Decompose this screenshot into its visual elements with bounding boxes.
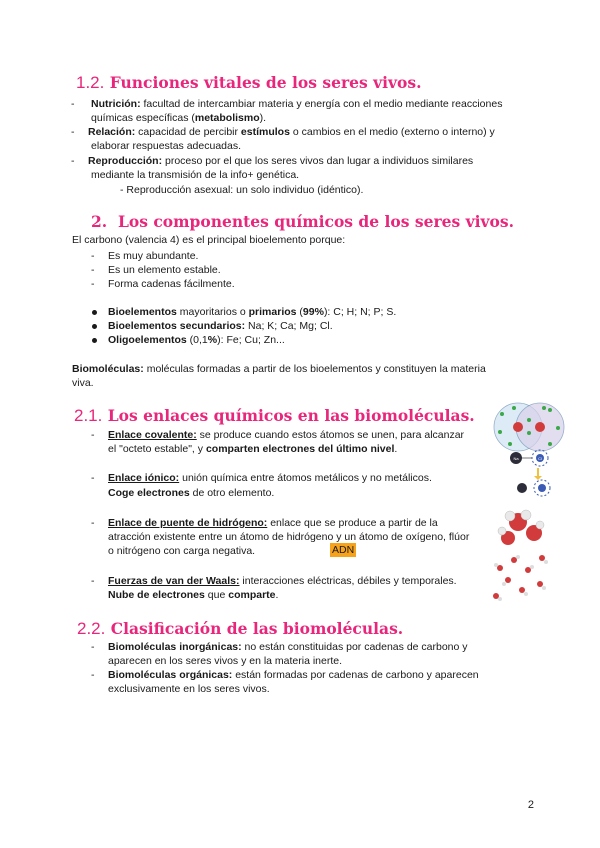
enlace-covalente-line2: el "octeto estable", y comparten electrones del último nivel.	[108, 443, 398, 455]
reproduccion-line1: Reproducción: proceso por el que los seres vivos dan lugar a individuos similares	[88, 155, 474, 167]
reason-item: Forma cadenas fácilmente.	[108, 278, 235, 290]
enlace-hidrogeno-line2: atracción existente entre un átomo de hidrógeno y un átomo de oxígeno, flúor	[108, 531, 470, 543]
enlace-ionico-line1: Enlace iónico: unión química entre átomos metálicos y no metálicos.	[108, 472, 432, 484]
chemical-bonds-illustration	[488, 400, 568, 605]
reproduccion-asexual: - Reproducción asexual: un solo individuo (idéntico).	[120, 184, 364, 196]
enlace-hidrogeno-line3: o nitrógeno con carga negativa.	[108, 545, 256, 557]
van-der-waals-line1: Fuerzas de van der Waals: interacciones eléctricas, débiles y temporales.	[108, 575, 457, 587]
van-der-waals-molecules-icon	[493, 555, 548, 601]
nutricion-line1: Nutrición: facultad de intercambiar materia y energía con el medio mediante reacciones	[91, 98, 503, 110]
page-number: 2	[527, 799, 534, 811]
biomoleculas-organicas-line2: exclusivamente en los seres vivos.	[108, 683, 270, 695]
carbono-intro: El carbono (valencia 4) es el principal bioelemento porque:	[72, 234, 346, 246]
ionic-bond-icon	[510, 450, 550, 496]
bullet-icon	[92, 338, 97, 343]
covalent-bond-icon	[494, 403, 564, 451]
relacion-line2: elaborar respuestas adecuadas.	[91, 140, 242, 152]
reason-item: Es muy abundante.	[108, 250, 199, 262]
nutricion-line2: químicas específicas (metabolismo).	[91, 112, 267, 124]
reproduccion-line2: mediante la transmisión de la info+ genética.	[91, 169, 300, 181]
bioelementos-primarios: Bioelementos mayoritarios o primarios (99%): C; H; N; P; S.	[108, 306, 397, 318]
enlace-covalente-line1: Enlace covalente: se produce cuando estos átomos se unen, para alcanzar	[108, 429, 465, 441]
heading-2: 2. Los componentes químicos de los seres vivos.	[91, 212, 514, 231]
oligoelementos: Oligoelementos (0,1%): Fe; Cu; Zn...	[108, 334, 285, 346]
bioelementos-secundarios: Bioelementos secundarios: Na; K; Ca; Mg; Cl.	[108, 320, 333, 332]
enlace-hidrogeno-line1: Enlace de puente de hidrógeno: enlace que se produce a partir de la	[108, 517, 438, 529]
relacion-line1: Relación: capacidad de percibir estímulos o cambios en el medio (externo o interno) y	[88, 126, 495, 138]
heading-2-2: 2.2. Clasificación de las biomoléculas.	[77, 619, 404, 638]
biomoleculas-organicas-line1: Biomoléculas orgánicas: están formadas por cadenas de carbono y aparecen	[108, 669, 479, 681]
cl-label: Cl	[538, 456, 542, 461]
van-der-waals-line2: Nube de electrones que comparte.	[108, 589, 279, 601]
biomoleculas-inorganicas-line2: aparecen en los seres vivos y en la materia inerte.	[108, 655, 343, 667]
biomoleculas-def-line1: Biomoléculas: moléculas formadas a partir de los bioelementos y constituyen la materia	[72, 363, 486, 375]
heading-1-2: 1.2. Funciones vitales de los seres vivos.	[76, 73, 422, 92]
biomoleculas-inorganicas-line1: Biomoléculas inorgánicas: no están constituidas por cadenas de carbono y	[108, 641, 468, 653]
reason-item: Es un elemento estable.	[108, 264, 221, 276]
enlace-ionico-line2: Coge electrones de otro elemento.	[108, 487, 275, 499]
bullet-icon	[92, 310, 97, 315]
heading-2-1: 2.1. Los enlaces químicos en las biomoléculas.	[74, 406, 475, 425]
bullet-icon	[92, 324, 97, 329]
na-label: Na	[513, 456, 519, 461]
biomoleculas-def-line2: viva.	[72, 377, 94, 389]
adn-highlight: ADN	[332, 544, 355, 556]
hydrogen-bond-molecules-icon	[498, 510, 544, 545]
